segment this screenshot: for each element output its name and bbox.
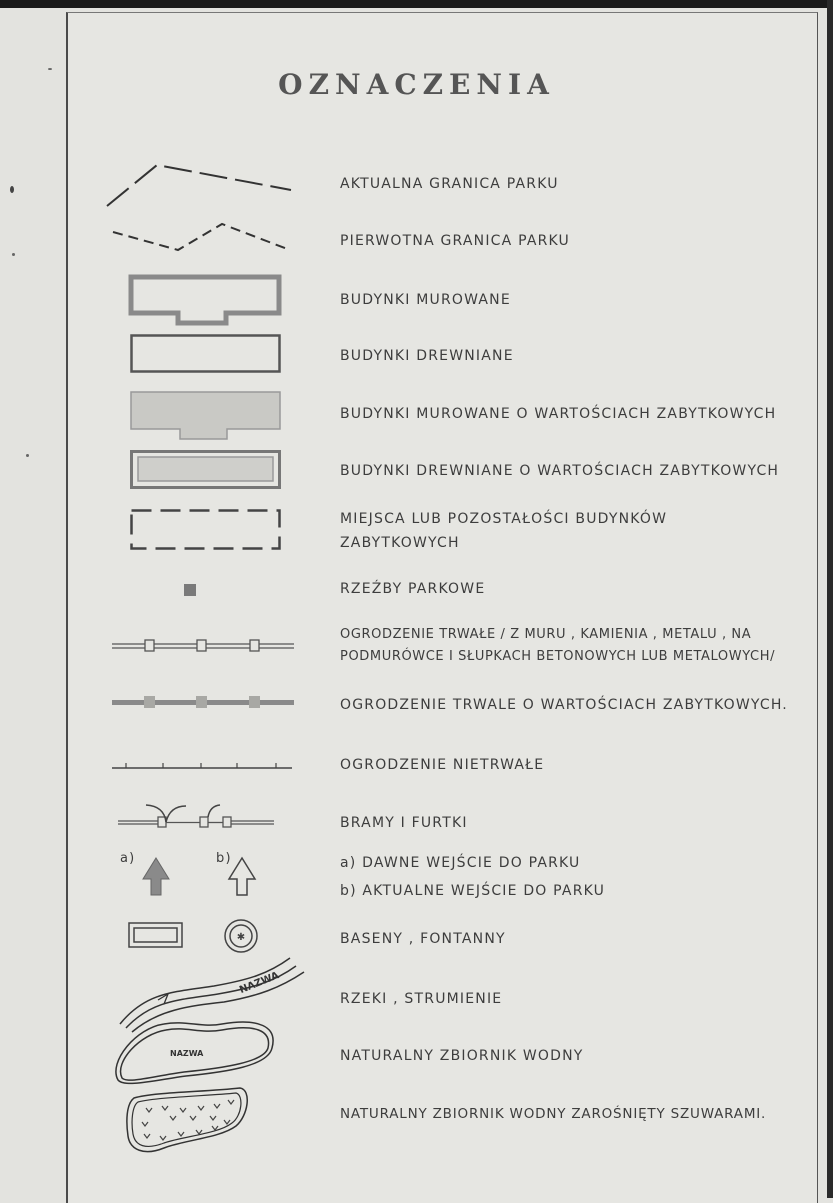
legend-label-reed-water-body: NATURALNY ZBIORNIK WODNY ZAROŚNIĘTY SZUWARAMI. [340, 1106, 767, 1122]
historic-masonry-building-icon [130, 391, 282, 445]
scan-speck [12, 253, 15, 256]
temporary-fence-icon [112, 755, 296, 774]
actual-park-boundary-icon [105, 160, 295, 214]
legend-label-historic-masonry: BUDYNKI MUROWANE O WARTOŚCIACH ZABYTKOWYCH [340, 406, 777, 422]
legend-label-current-entrance: b) AKTUALNE WEJŚCIE DO PARKU [340, 883, 606, 899]
legend-label-historic-wooden: BUDYNKI DREWNIANE O WARTOŚCIACH ZABYTKOWYCH [340, 463, 780, 479]
legend-label-permanent-fence-line2: PODMURÓWCE I SŁUPKACH BETONOWYCH LUB METALOWYCH/ [340, 649, 776, 664]
legend-label-gates: BRAMY I FURTKI [340, 815, 468, 831]
permanent-fence-icon [112, 638, 296, 658]
park-sculpture-icon [184, 583, 198, 602]
legend-label-original-boundary: PIERWOTNA GRANICA PARKU [340, 233, 570, 249]
former-entrance-arrow-icon [143, 857, 171, 901]
legend-label-masonry-buildings: BUDYNKI MUROWANE [340, 292, 511, 308]
river-name-text: NAZWA [237, 970, 281, 996]
pool-icon [128, 922, 184, 954]
legend-label-building-remains-line2: ZABYTKOWYCH [340, 535, 460, 551]
legend-label-park-sculptures: RZEŹBY PARKOWE [340, 581, 486, 597]
water-body-name-text: NAZWA [170, 1049, 204, 1058]
entrance-marker-a: a) [120, 851, 136, 866]
legend-label-permanent-fence-line1: OGRODZENIE TRWAŁE / Z MURU , KAMIENIA , METALU , NA [340, 627, 752, 642]
historic-wooden-building-icon [130, 450, 282, 494]
legend-label-temporary-fence: OGRODZENIE NIETRWAŁE [340, 757, 545, 773]
legend-label-former-entrance: a) DAWNE WEJŚCIE DO PARKU [340, 855, 581, 871]
legend-label-building-remains-line1: MIEJSCA LUB POZOSTAŁOŚCI BUDYNKÓW [340, 511, 668, 527]
legend-label-historic-fence: OGRODZENIE TRWALE O WARTOŚCIACH ZABYTKOWYCH. [340, 697, 788, 713]
scan-speck [10, 186, 14, 193]
original-park-boundary-icon [110, 218, 290, 262]
legend-label-pools-fountains: BASENY , FONTANNY [340, 931, 506, 947]
page-title: OZNACZENIA [278, 68, 555, 101]
fountain-icon [223, 918, 261, 960]
historic-permanent-fence-icon [112, 695, 296, 715]
reed-water-body-icon [124, 1086, 254, 1160]
entrance-marker-b: b) [216, 851, 232, 866]
svg-text:✱: ✱ [236, 932, 246, 943]
scan-top-edge [0, 0, 833, 8]
scan-speck [26, 454, 29, 457]
building-remains-icon [130, 509, 282, 555]
legend-label-actual-boundary: AKTUALNA GRANICA PARKU [340, 176, 559, 192]
gates-icon [118, 800, 278, 838]
legend-label-wooden-buildings: BUDYNKI DREWNIANE [340, 348, 514, 364]
current-entrance-arrow-icon [229, 857, 257, 901]
wooden-building-icon [130, 334, 282, 378]
legend-label-natural-water-body: NATURALNY ZBIORNIK WODNY [340, 1048, 584, 1064]
masonry-building-icon [128, 274, 284, 330]
legend-label-rivers: RZEKI , STRUMIENIE [340, 991, 503, 1007]
natural-water-body-icon [114, 1022, 274, 1090]
scan-right-edge [827, 0, 833, 1198]
